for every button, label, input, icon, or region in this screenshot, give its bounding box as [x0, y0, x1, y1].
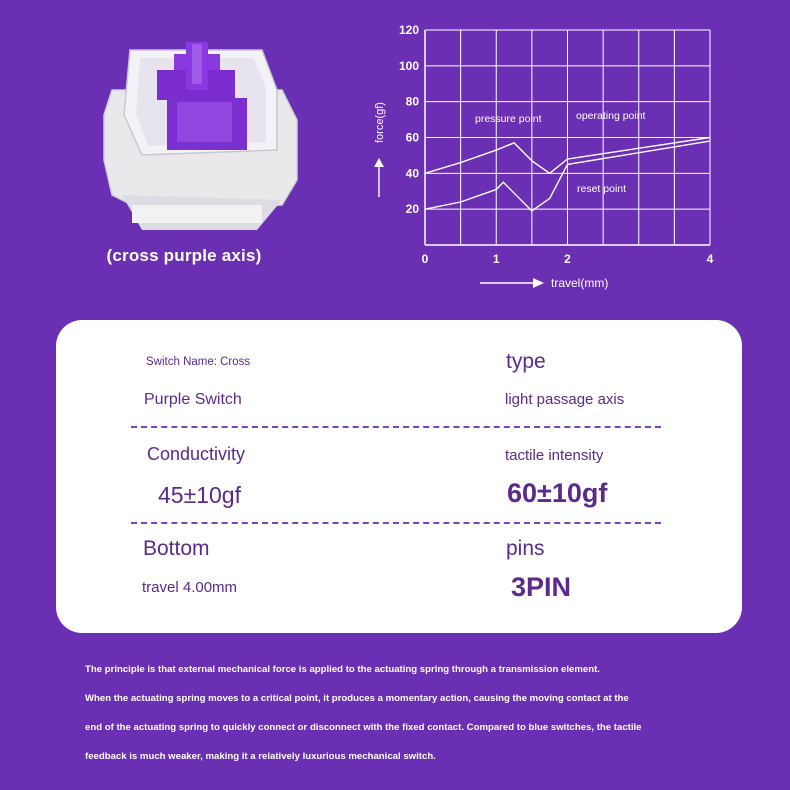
- tactile-value: 60±10gf: [507, 478, 608, 508]
- description-line: When the actuating spring moves to a critical point, it produces a momentary action, causing the moving contact at the: [85, 693, 629, 704]
- type-value: light passage axis: [505, 391, 625, 408]
- x-tick-label: 1: [492, 252, 500, 266]
- annotation-pressure-point: pressure point: [475, 113, 542, 125]
- description-line: end of the actuating spring to quickly connect or disconnect with the fixed contact. Compared to blue switches, the tactile: [85, 722, 642, 733]
- bottom-travel-value: travel 4.00mm: [142, 579, 238, 596]
- conductivity-label: Conductivity: [147, 444, 246, 464]
- description-line: The principle is that external mechanical force is applied to the actuating spring through a transmission element.: [85, 664, 600, 675]
- x-tick-label: 4: [706, 252, 714, 266]
- conductivity-value: 45±10gf: [158, 482, 241, 508]
- annotation-operating-point: operating point: [576, 110, 646, 122]
- y-tick-label: 120: [398, 23, 419, 37]
- y-tick-label: 40: [405, 166, 419, 181]
- chart-grid: [425, 30, 710, 245]
- product-caption: (cross purple axis): [106, 246, 262, 265]
- y-tick-label: 80: [405, 94, 419, 109]
- x-tick-label: 0: [421, 252, 429, 266]
- force-travel-chart: [355, 15, 775, 305]
- type-label: type: [506, 350, 546, 373]
- x-tick-label: 2: [564, 252, 571, 266]
- pins-label: pins: [506, 537, 545, 560]
- annotation-reset-point: reset point: [577, 183, 627, 195]
- y-tick-label: 20: [405, 202, 419, 217]
- x-axis-label: travel(mm): [551, 276, 609, 290]
- y-tick-label: 100: [398, 58, 419, 73]
- divider: [131, 522, 661, 524]
- description-text: [85, 655, 715, 771]
- bottom-label: Bottom: [143, 537, 210, 560]
- tactile-label: tactile intensity: [505, 447, 604, 464]
- spec-card: [56, 320, 742, 633]
- divider: [131, 426, 661, 428]
- switch-product-image: [82, 30, 312, 245]
- y-axis-label: force(gf): [374, 102, 386, 143]
- switch-name-label: Switch Name: Cross: [146, 356, 251, 368]
- switch-name-value: Purple Switch: [144, 391, 242, 408]
- pins-value: 3PIN: [511, 572, 572, 602]
- y-tick-label: 60: [405, 130, 419, 145]
- description-line: feedback is much weaker, making it a relatively luxurious mechanical switch.: [85, 751, 436, 762]
